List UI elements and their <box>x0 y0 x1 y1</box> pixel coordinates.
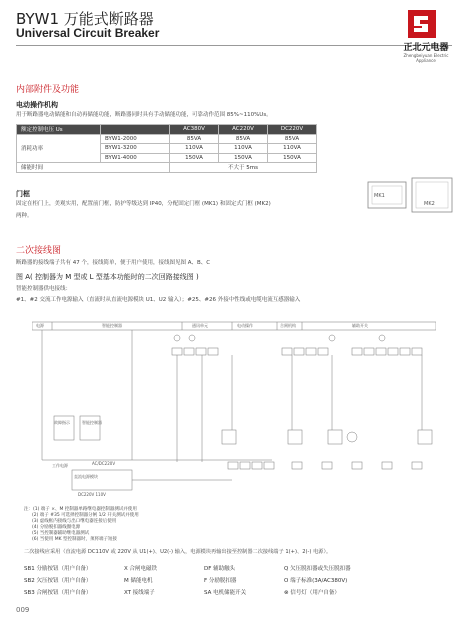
page-subtitle: Universal Circuit Breaker <box>16 26 160 40</box>
table-row <box>17 134 317 144</box>
door-frame-desc-cont: 两种。 <box>16 213 33 219</box>
legend-item: XT 接线端子 <box>124 590 155 596</box>
figure-a-desc: #1、#2 交流工作电源输入（直流时从直流电源模块 U1、U2 输入）；#25、#26 外接中性线或电缆电流互感器输入 <box>16 297 301 303</box>
diagram-label-relay: 工作电源 <box>52 463 68 468</box>
logo-name: 正北元电器 <box>403 43 449 53</box>
table-cell: BYW1-2000 <box>101 134 170 144</box>
table-header-cell: AC380V <box>170 125 219 135</box>
table-header-cell <box>101 125 170 135</box>
header-divider <box>16 45 452 46</box>
legend-row <box>24 586 454 598</box>
note-line: (3) 虚线框内接线与出口继电器连接后使用 <box>32 519 117 524</box>
diagram-label-ctrl: 智能控制器 <box>82 420 102 425</box>
note-line: (5) 当控制器辅助继电器测试 <box>32 531 90 536</box>
door-frame-figure <box>366 176 456 218</box>
diagram-label-closing: 合闸机构 <box>280 323 296 328</box>
diagram-label-motor: 电动操作 <box>237 323 253 328</box>
legend-item: ⊗ 信号灯（用户自备） <box>284 590 340 596</box>
figure-a-subtitle: 智能控制器供电接线： <box>16 286 72 292</box>
legend-item: SA 电机储能开关 <box>204 590 247 596</box>
table-cell: 不大于 5ms <box>170 163 317 173</box>
table-header-cell: AC220V <box>219 125 268 135</box>
table-cell: 110VA <box>170 144 219 154</box>
legend-item: SB1 分励按钮（用户自备） <box>24 566 92 572</box>
table-header-cell: 额定控制电压 Us <box>17 125 101 135</box>
table-cell: 储能时间 <box>17 163 170 173</box>
note-line: 注：(1) 端子 ×、M 控制器单路继电器控制器测试并使用 <box>24 507 137 512</box>
table-cell: 85VA <box>219 134 268 144</box>
table-row <box>17 163 317 173</box>
diagram-label-power-module: 直流电源模块 <box>74 474 98 479</box>
table-cell: 150VA <box>219 153 268 163</box>
table-cell: 消耗功率 <box>17 134 101 163</box>
legend-item: Q 欠压脱扣器或失压脱扣器 <box>284 566 351 572</box>
diagram-label-dc-out: DC220V 110V <box>78 492 106 497</box>
legend-item: SB3 合闸按钮（用户自备） <box>24 590 92 596</box>
logo-mark-icon <box>408 10 436 38</box>
legend-item: DF 辅助触头 <box>204 566 236 572</box>
logo-subtext: Zhengbeiyuan Electric Appliance <box>403 53 449 63</box>
door-frame-title: 门框 <box>16 190 30 198</box>
table-header-cell: DC220V <box>268 125 317 135</box>
legend-item: M 储能电机 <box>124 578 153 584</box>
table-header-row <box>17 125 317 135</box>
diagram-label-aux: 辅助开关 <box>352 323 368 328</box>
wiring-summary: 二次接线应采用（直流电源 DC110V 或 220V 从 U1(+)、U2(-) 输入，电源模块再输出接至控制器二次接线端子 1(+)、2(-) 电源）。 <box>24 549 332 555</box>
legend-item: SB2 欠压按钮（用户自备） <box>24 578 92 584</box>
table-cell: 85VA <box>170 134 219 144</box>
section-wiring-title: 二次接线图 <box>16 246 62 256</box>
note-line: (6) 当使用 MK 型控制器时，须将端子短接 <box>32 537 117 542</box>
motor-mechanism-title: 电动操作机构 <box>16 101 58 109</box>
legend-row <box>24 574 454 586</box>
diagram-label-power: 电源 <box>36 323 44 328</box>
wiring-desc: 断路器的接线端子共有 47 个，接线简单，便于用户使用，接线图见图 A、B、C <box>16 260 211 266</box>
table-cell: 150VA <box>170 153 219 163</box>
note-line: (4) 分励脱扣器线圈电源 <box>32 525 81 530</box>
table-cell: 110VA <box>219 144 268 154</box>
figure-a-title: 图 A( 控制器为 M 型或 L 型基本功能时的二次回路接线图 ) <box>16 273 199 281</box>
diagram-label-fault: 故障指示 <box>54 420 70 425</box>
diagram-label-comm: 通讯单元 <box>192 323 208 328</box>
legend-item: F 分励脱扣器 <box>204 578 237 584</box>
diagram-label-controller: 智能控制器 <box>102 323 122 328</box>
table-cell: 85VA <box>268 134 317 144</box>
section-internal-accessories-title: 内部附件及功能 <box>16 85 80 95</box>
door-frame-desc: 固定在柜门上，美观实用，配置前门框，防护等级达到 IP40，分配固定门框 (MK1) 和固定式门框 (MK2) <box>16 201 271 207</box>
spec-table <box>16 124 317 173</box>
wiring-diagram <box>32 320 436 500</box>
legend-table <box>24 562 454 598</box>
mk2-label: MK2 <box>424 201 435 207</box>
legend-row <box>24 562 454 574</box>
legend-item: X 合闸电磁铁 <box>124 566 158 572</box>
notes-block <box>24 507 444 543</box>
page-number: 009 <box>16 606 30 614</box>
table-cell: BYW1-4000 <box>101 153 170 163</box>
note-line: (2) 端子 #35 可选择控制器分闸 1/2 开关测试并使用 <box>32 513 139 518</box>
table-cell: BYW1-3200 <box>101 144 170 154</box>
brand-logo <box>398 10 454 63</box>
diagram-label-power-in: AC/DC220V <box>92 461 116 466</box>
mk1-label: MK1 <box>374 193 385 199</box>
table-cell: 110VA <box>268 144 317 154</box>
legend-item: O 端子标准(3A/AC380V) <box>284 578 348 584</box>
motor-mechanism-desc: 用于断路器电动储能和自动再储能功能，断路器同时具有手动储能功能，可靠动作范围 85%~110%Us。 <box>16 112 272 118</box>
page-title: BYW1 万能式断路器 <box>16 10 154 28</box>
table-cell: 150VA <box>268 153 317 163</box>
